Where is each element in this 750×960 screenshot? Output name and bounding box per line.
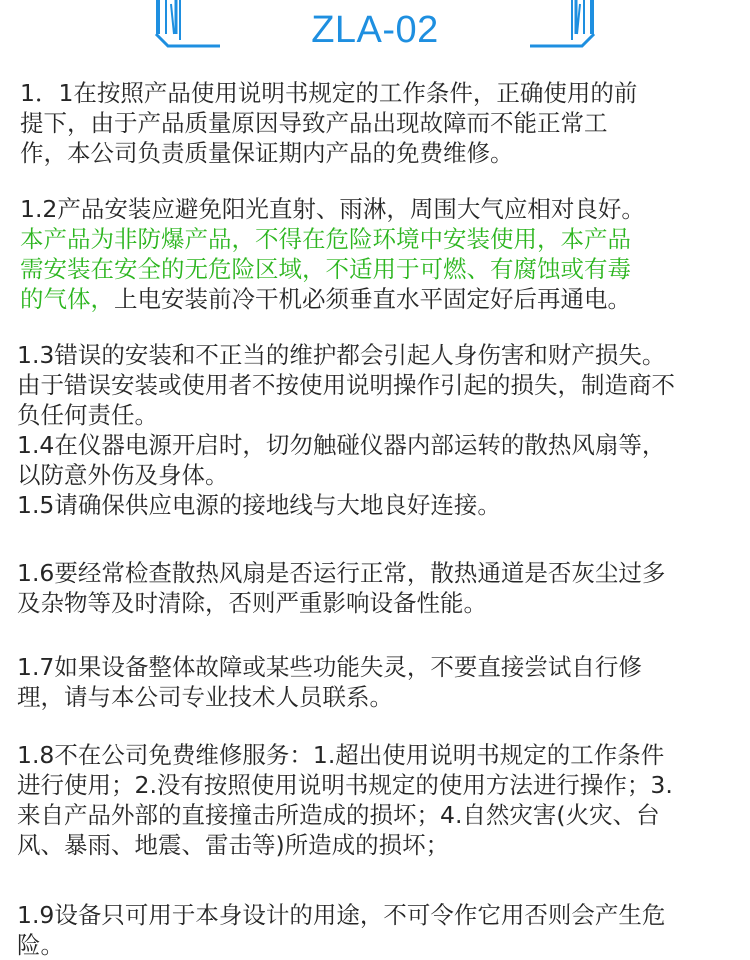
text-line: 提下，由于产品质量原因导致产品出现故障而不能正常工 <box>20 109 608 137</box>
warning-fragment: 的气体， <box>20 285 114 313</box>
text-line: 1.2产品安装应避免阳光直射、雨淋，周围大气应相对良好。 <box>20 195 645 223</box>
warning-line: 本产品为非防爆产品，不得在危险环境中安装使用，本产品 <box>20 225 631 253</box>
text-line: 1.4在仪器电源开启时，切勿触碰仪器内部运转的散热风扇等， <box>17 431 666 459</box>
text-line: 负任何责任。 <box>17 401 158 429</box>
text-line: 理，请与本公司专业技术人员联系。 <box>17 683 393 711</box>
text-line: 险。 <box>17 931 64 959</box>
text-line: 进行使用；2.没有按照使用说明书规定的使用方法进行操作；3. <box>17 771 673 799</box>
text-line-mixed <box>20 284 645 314</box>
text-line: 1．1在按照产品使用说明书规定的工作条件，正确使用的前 <box>20 79 638 107</box>
text-line: 风、暴雨、地震、雷击等)所造成的损坏； <box>17 831 450 859</box>
paragraph-1-7 <box>17 652 642 712</box>
text-line: 由于错误安装或使用者不按使用说明操作引起的损失，制造商不 <box>17 371 675 399</box>
text-line: 1.8不在公司免费维修服务：1.超出使用说明书规定的工作条件 <box>17 741 665 769</box>
text-line: 以防意外伤及身体。 <box>17 461 229 489</box>
paragraph-1-3-to-1-5 <box>17 340 675 520</box>
paragraph-1-2 <box>20 194 645 314</box>
model-header <box>0 0 750 62</box>
text-line: 来自产品外部的直接撞击所造成的损坏；4.自然灾害(火灾、台 <box>17 801 660 829</box>
text-line: 1.9设备只可用于本身设计的用途，不可令作它用否则会产生危 <box>17 901 666 929</box>
text-line: 1.3错误的安装和不正当的维护都会引起人身伤害和财产损失。 <box>17 341 666 369</box>
paragraph-1-8 <box>17 740 673 860</box>
text-line: 1.5请确保供应电源的接地线与大地良好连接。 <box>17 491 501 519</box>
paragraph-1-6 <box>17 558 665 618</box>
text-fragment: 上电安装前冷干机必须垂直水平固定好后再通电。 <box>114 285 631 313</box>
paragraph-1-9 <box>17 900 665 960</box>
paragraph-1-1 <box>20 78 637 168</box>
warning-line: 需安装在安全的无危险区域，不适用于可燃、有腐蚀或有毒 <box>20 255 631 283</box>
text-line: 1.7如果设备整体故障或某些功能失灵，不要直接尝试自行修 <box>17 653 642 681</box>
text-line: 及杂物等及时清除，否则严重影响设备性能。 <box>17 589 487 617</box>
model-number: ZLA-02 <box>311 9 439 51</box>
text-line: 1.6要经常检查散热风扇是否运行正常，散热通道是否灰尘过多 <box>17 559 666 587</box>
text-line: 作，本公司负责质量保证期内产品的免费维修。 <box>20 139 514 167</box>
